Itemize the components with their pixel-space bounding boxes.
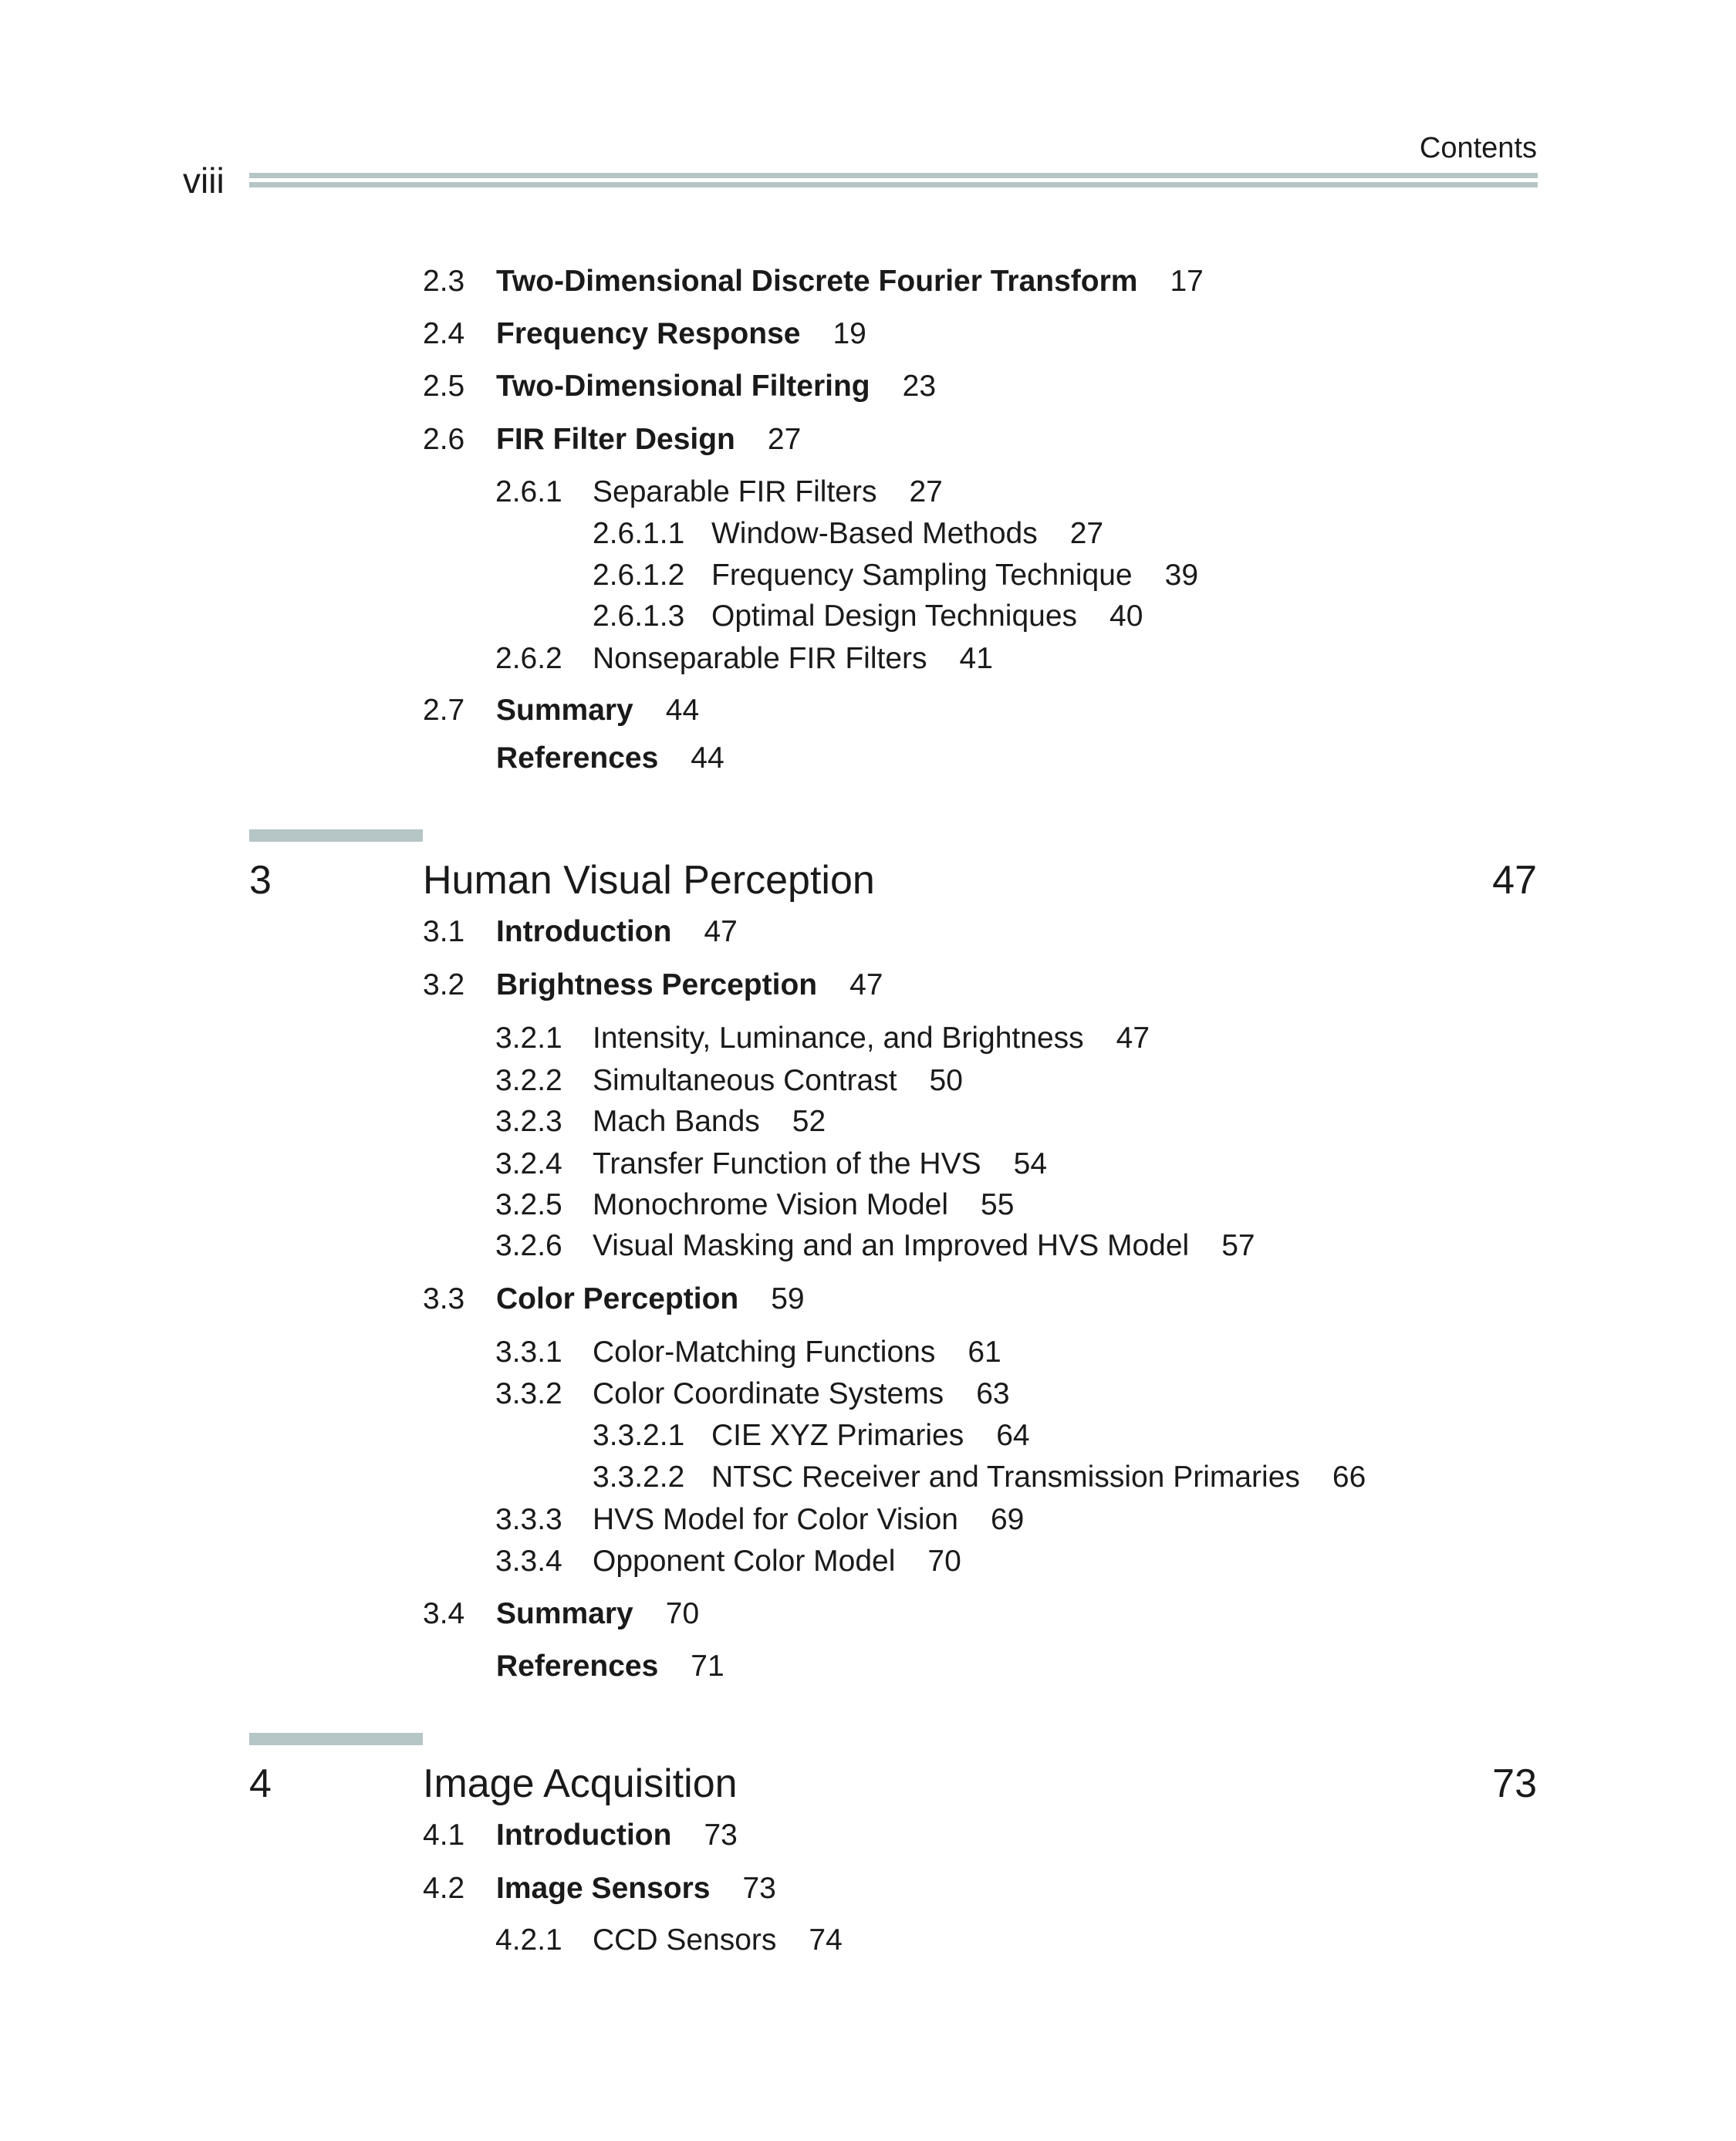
chapter-divider-bar	[249, 1733, 423, 1745]
page-number: 52	[792, 1105, 826, 1138]
page-number: 27	[767, 423, 802, 456]
section-title: Window-Based Methods	[711, 517, 1038, 550]
section-number: 3.2.6	[495, 1229, 562, 1262]
chapter-number: 4	[249, 1761, 272, 1806]
section-title: Mach Bands	[593, 1105, 760, 1138]
section-number: 2.4	[423, 317, 465, 350]
section-title: Simultaneous Contrast	[593, 1064, 897, 1097]
page-number: 23	[902, 370, 937, 403]
section-title: Summary	[496, 694, 633, 727]
section-title: Visual Masking and an Improved HVS Model	[593, 1229, 1190, 1262]
section-number: 3.2.3	[495, 1105, 562, 1138]
section-number: 3.1	[423, 915, 465, 948]
section-number: 3.2.5	[495, 1188, 562, 1221]
section-title: Transfer Function of the HVS	[593, 1147, 981, 1180]
section-title: HVS Model for Color Vision	[593, 1503, 958, 1536]
chapter-number: 3	[249, 858, 272, 903]
section-title: Two-Dimensional Discrete Fourier Transform	[496, 265, 1138, 298]
section-title: Nonseparable FIR Filters	[593, 642, 927, 675]
section-title: Separable FIR Filters	[593, 475, 877, 508]
section-number: 3.3.2.1	[593, 1419, 685, 1452]
section-number: 4.1	[423, 1818, 465, 1852]
section-title: Introduction	[496, 1818, 672, 1852]
section-number: 3.2.1	[495, 1022, 562, 1055]
chapter-page-number: 47	[1492, 858, 1537, 903]
page-number: 64	[996, 1419, 1030, 1452]
section-title: References	[496, 1650, 659, 1683]
page-number: 66	[1332, 1461, 1366, 1494]
page-number: 44	[691, 741, 724, 775]
section-title: Opponent Color Model	[593, 1545, 896, 1578]
page-number: 44	[665, 694, 700, 727]
page-number: 27	[1069, 517, 1104, 550]
page-number: 70	[665, 1597, 700, 1630]
section-title: Optimal Design Techniques	[711, 599, 1078, 633]
page-number: 57	[1221, 1229, 1255, 1262]
page-number: 69	[990, 1503, 1025, 1536]
page-number: 47	[849, 968, 883, 1001]
section-number: 2.6.1.2	[593, 559, 685, 592]
page-number: 50	[929, 1064, 963, 1097]
section-number: 3.2.4	[495, 1147, 562, 1180]
page-number: 47	[704, 915, 738, 948]
section-number: 2.7	[423, 694, 465, 727]
section-title: CCD Sensors	[593, 1923, 777, 1957]
page-number: 40	[1109, 599, 1143, 633]
section-title: References	[496, 741, 659, 775]
section-title: Monochrome Vision Model	[593, 1188, 949, 1221]
section-title: Color Perception	[496, 1282, 739, 1315]
section-number: 4.2.1	[495, 1923, 562, 1957]
section-title: Frequency Response	[496, 317, 801, 350]
section-title: Frequency Sampling Technique	[711, 559, 1133, 592]
page-number: 47	[1116, 1022, 1150, 1055]
section-title: NTSC Receiver and Transmission Primaries	[711, 1461, 1300, 1494]
section-number: 3.3.1	[495, 1336, 562, 1369]
section-number: 3.2.2	[495, 1064, 562, 1097]
section-number: 4.2	[423, 1872, 465, 1905]
page-number: 73	[742, 1872, 776, 1905]
page-number: 54	[1013, 1147, 1048, 1180]
page-number: 71	[691, 1650, 724, 1683]
header-rule	[249, 173, 1538, 188]
section-number: 3.4	[423, 1597, 465, 1630]
section-number: 3.3.2.2	[593, 1461, 685, 1494]
page-number: 19	[833, 317, 866, 350]
page-number: 73	[704, 1818, 738, 1852]
page-number: 17	[1170, 265, 1204, 298]
section-title: Color-Matching Functions	[593, 1336, 936, 1369]
section-number: 3.3.4	[495, 1545, 562, 1578]
section-title: Two-Dimensional Filtering	[496, 370, 870, 403]
page-number: 74	[809, 1923, 843, 1957]
section-number: 2.6.1.3	[593, 599, 685, 633]
chapter-divider-bar	[249, 829, 423, 842]
section-title: Summary	[496, 1597, 633, 1630]
page-folio: viii	[183, 160, 225, 201]
chapter-title: Image Acquisition	[423, 1761, 738, 1806]
section-title: Color Coordinate Systems	[593, 1377, 944, 1410]
section-number: 3.3.2	[495, 1377, 562, 1410]
section-number: 2.6.1.1	[593, 517, 685, 550]
section-title: Intensity, Luminance, and Brightness	[593, 1022, 1084, 1055]
section-number: 2.6	[423, 423, 465, 456]
section-number: 2.5	[423, 370, 465, 403]
chapter-page-number: 73	[1492, 1761, 1537, 1806]
section-number: 3.3	[423, 1282, 465, 1315]
page-number: 41	[959, 642, 993, 675]
running-head: Contents	[1419, 132, 1537, 164]
section-title: Image Sensors	[496, 1872, 711, 1905]
section-title: FIR Filter Design	[496, 423, 735, 456]
page-number: 63	[976, 1377, 1010, 1410]
page-number: 70	[927, 1545, 961, 1578]
page-number: 55	[981, 1188, 1015, 1221]
section-number: 2.6.2	[495, 642, 562, 675]
page-number: 59	[771, 1282, 805, 1315]
section-title: CIE XYZ Primaries	[711, 1419, 964, 1452]
section-number: 2.3	[423, 265, 465, 298]
section-number: 3.3.3	[495, 1503, 562, 1536]
chapter-title: Human Visual Perception	[423, 858, 875, 903]
section-number: 3.2	[423, 968, 465, 1001]
section-title: Brightness Perception	[496, 968, 818, 1001]
section-number: 2.6.1	[495, 475, 562, 508]
page-number: 61	[968, 1336, 1001, 1369]
page-number: 39	[1164, 559, 1199, 592]
section-title: Introduction	[496, 915, 672, 948]
page-number: 27	[909, 475, 943, 508]
